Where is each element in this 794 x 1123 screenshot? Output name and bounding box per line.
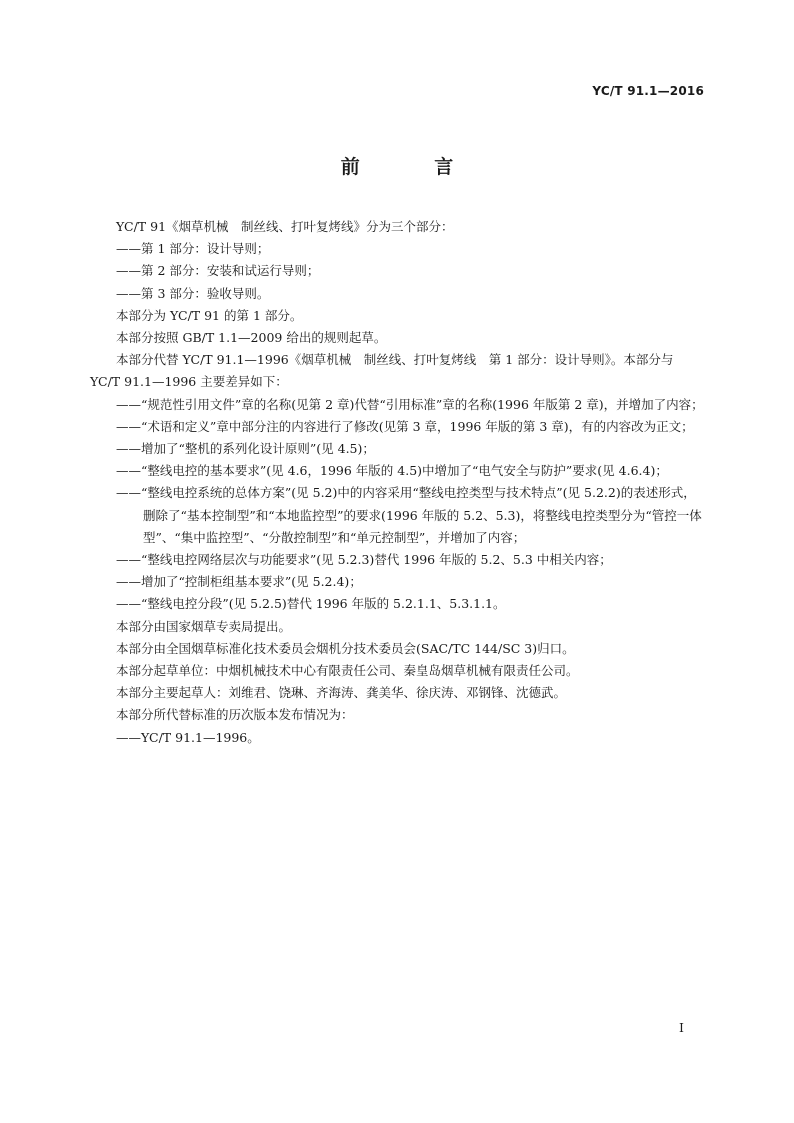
paragraph-intro: YC/T 91《烟草机械 制丝线、打叶复烤线》分为三个部分： [116, 219, 454, 234]
paragraph: 本部分按照 GB/T 1.1—2009 给出的规则起草。 [116, 330, 387, 346]
paragraph: 本部分起草单位：中烟机械技术中心有限责任公司、秦皇岛烟草机械有限责任公司。 [116, 663, 579, 679]
list-item: ——第 1 部分：设计导则； [116, 241, 270, 257]
list-item: ——“规范性引用文件”章的名称(见第 2 章)代替“引用标准”章的名称(1996 年版第 2 章)，并增加了内容； [116, 396, 704, 412]
list-item: ——增加了“控制柜组基本要求”(见 5.2.4)； [116, 574, 362, 590]
page-title: 前 言 [340, 156, 488, 178]
list-item: ——YC/T 91.1—1996。 [116, 729, 260, 745]
paragraph: 本部分由国家烟草专卖局提出。 [116, 618, 292, 634]
list-item: ——“整线电控的基本要求”(见 4.6，1996 年版的 4.5)中增加了“电气安全与防护”要求(见 4.6.4)； [116, 463, 668, 479]
list-item: ——第 2 部分：安装和试运行导则； [116, 263, 320, 279]
paragraph: 本部分所代替标准的历次版本发布情况为： [116, 707, 354, 723]
list-item: ——增加了“整机的系列化设计原则”(见 4.5)； [116, 441, 375, 457]
list-item: ——“术语和定义”章中部分注的内容进行了修改(见第 3 章，1996 年版的第 3 章)，有的内容改为正文； [116, 418, 694, 434]
standard-code-header: YC/T 91.1—2016 [592, 84, 704, 98]
paragraph-replacement: 本部分代替 YC/T 91.1—1996《烟草机械 制丝线、打叶复烤线 第 1 部分：设计导则》。本部分与 YC/T 91.1—1996 主要差异如下： [90, 352, 674, 390]
page-number: I [679, 1020, 684, 1035]
list-item: ——“整线电控网络层次与功能要求”(见 5.2.3)替代 1996 年版的 5.2、5.3 中相关内容； [116, 552, 612, 568]
paragraph: 本部分主要起草人：刘维君、饶琳、齐海涛、龚美华、徐庆涛、邓钢锋、沈德武。 [116, 685, 567, 701]
list-item: ——第 3 部分：验收导则。 [116, 285, 270, 301]
list-item: ——“整线电控分段”(见 5.2.5)替代 1996 年版的 5.2.1.1、5.3.1.1。 [116, 596, 506, 612]
document-body [90, 216, 706, 749]
paragraph: 本部分为 YC/T 91 的第 1 部分。 [116, 307, 303, 323]
list-item: ——“整线电控系统的总体方案”(见 5.2)中的内容采用“整线电控类型与技术特点”(见 5.2.2)的表述形式，删除了“基本控制型”和“本地监控型”的要求(1996 年版的 5.2、5.3)，将整线电控类型分为“管控一体型”、“集中监控型”、“分散控制型”和“单元控制型”，并增加了内容； [116, 485, 702, 545]
paragraph: 本部分由全国烟草标准化技术委员会烟机分技术委员会(SAC/TC 144/SC 3)归口。 [116, 640, 575, 656]
